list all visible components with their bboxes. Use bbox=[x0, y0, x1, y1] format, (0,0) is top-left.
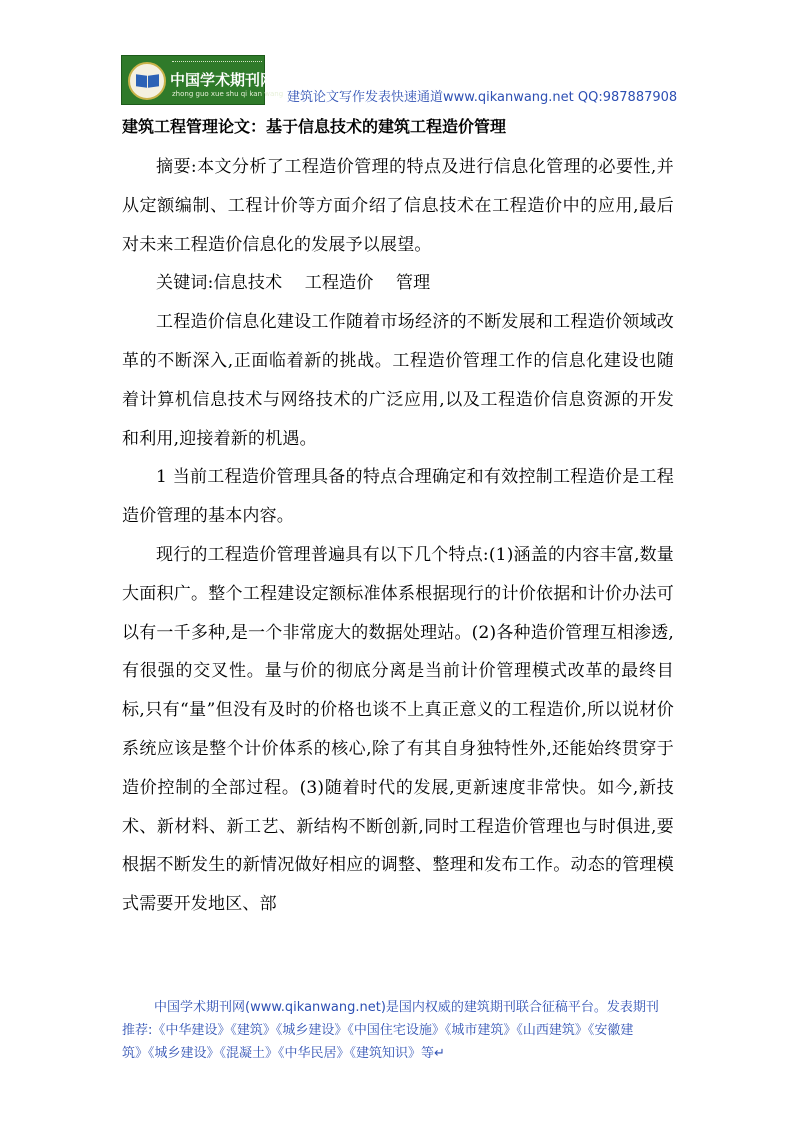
book-icon bbox=[128, 62, 166, 100]
intro-paragraph: 工程造价信息化建设工作随着市场经济的不断发展和工程造价领域改革的不断深入,正面临着新的挑战。工程造价管理工作的信息化建设也随着计算机信息技术与网络技术的广泛应用,以及工程造价信息资源的开发和利用,迎接着新的机遇。 bbox=[122, 312, 674, 449]
header-promo-link[interactable]: 建筑论文写作发表快速通道www.qikanwang.net QQ:987887908 bbox=[287, 90, 678, 105]
document-body bbox=[122, 148, 674, 924]
keywords-paragraph: 关键词:信息技术 工程造价 管理 bbox=[156, 273, 431, 294]
footer-line-3: 筑》《城乡建设》《混凝土》《中华民居》《建筑知识》等↵ bbox=[122, 1046, 445, 1061]
page-footer bbox=[122, 996, 682, 1065]
document-title: 建筑工程管理论文：基于信息技术的建筑工程造价管理 bbox=[122, 117, 507, 136]
logo-pinyin: zhong guo xue shu qi kan wang bbox=[172, 90, 284, 98]
features-paragraph: 现行的工程造价管理普遍具有以下几个特点:(1)涵盖的内容丰富,数量大面积广。整个工程建设定额标准体系根据现行的计价依据和计价办法可以有一千多种,是一个非常庞大的数据处理站。(2)各种造价管理互相渗透,有很强的交叉性。量与价的彻底分离是当前计价管理模式改革的最终目标,只有“量”但没有及时的价格也谈不上真正意义的工程造价,所以说材价系统应该是整个计价体系的核心,除了有其自身独特性外,还能始终贯穿于造价控制的全部过程。(3)随着时代的发展,更新速度非常快。如今,新技术、新材料、新工艺、新结构不断创新,同时工程造价管理也与时俱进,要根据不断发生的新情况做好相应的调整、整理和发布工作。动态的管理模式需要开发地区、部 bbox=[122, 544, 674, 915]
footer-line-1[interactable]: 中国学术期刊网(www.qikanwang.net)是国内权威的建筑期刊联合征稿平台。发表期刊 bbox=[154, 1000, 659, 1015]
abstract-paragraph: 摘要:本文分析了工程造价管理的特点及进行信息化管理的必要性,并从定额编制、工程计价等方面介绍了信息技术在工程造价中的应用,最后对未来工程造价信息化的发展予以展望。 bbox=[122, 157, 674, 255]
footer-line-2: 推荐:《中华建设》《建筑》《城乡建设》《中国住宅设施》《城市建筑》《山西建筑》《安徽建 bbox=[122, 1023, 634, 1038]
logo-name: 中国学术期刊网 bbox=[170, 71, 276, 89]
logo-tagline-line bbox=[172, 61, 262, 66]
site-logo bbox=[121, 55, 284, 105]
section-1-paragraph: 1 当前工程造价管理具备的特点合理确定和有效控制工程造价是工程造价管理的基本内容。 bbox=[122, 467, 674, 527]
